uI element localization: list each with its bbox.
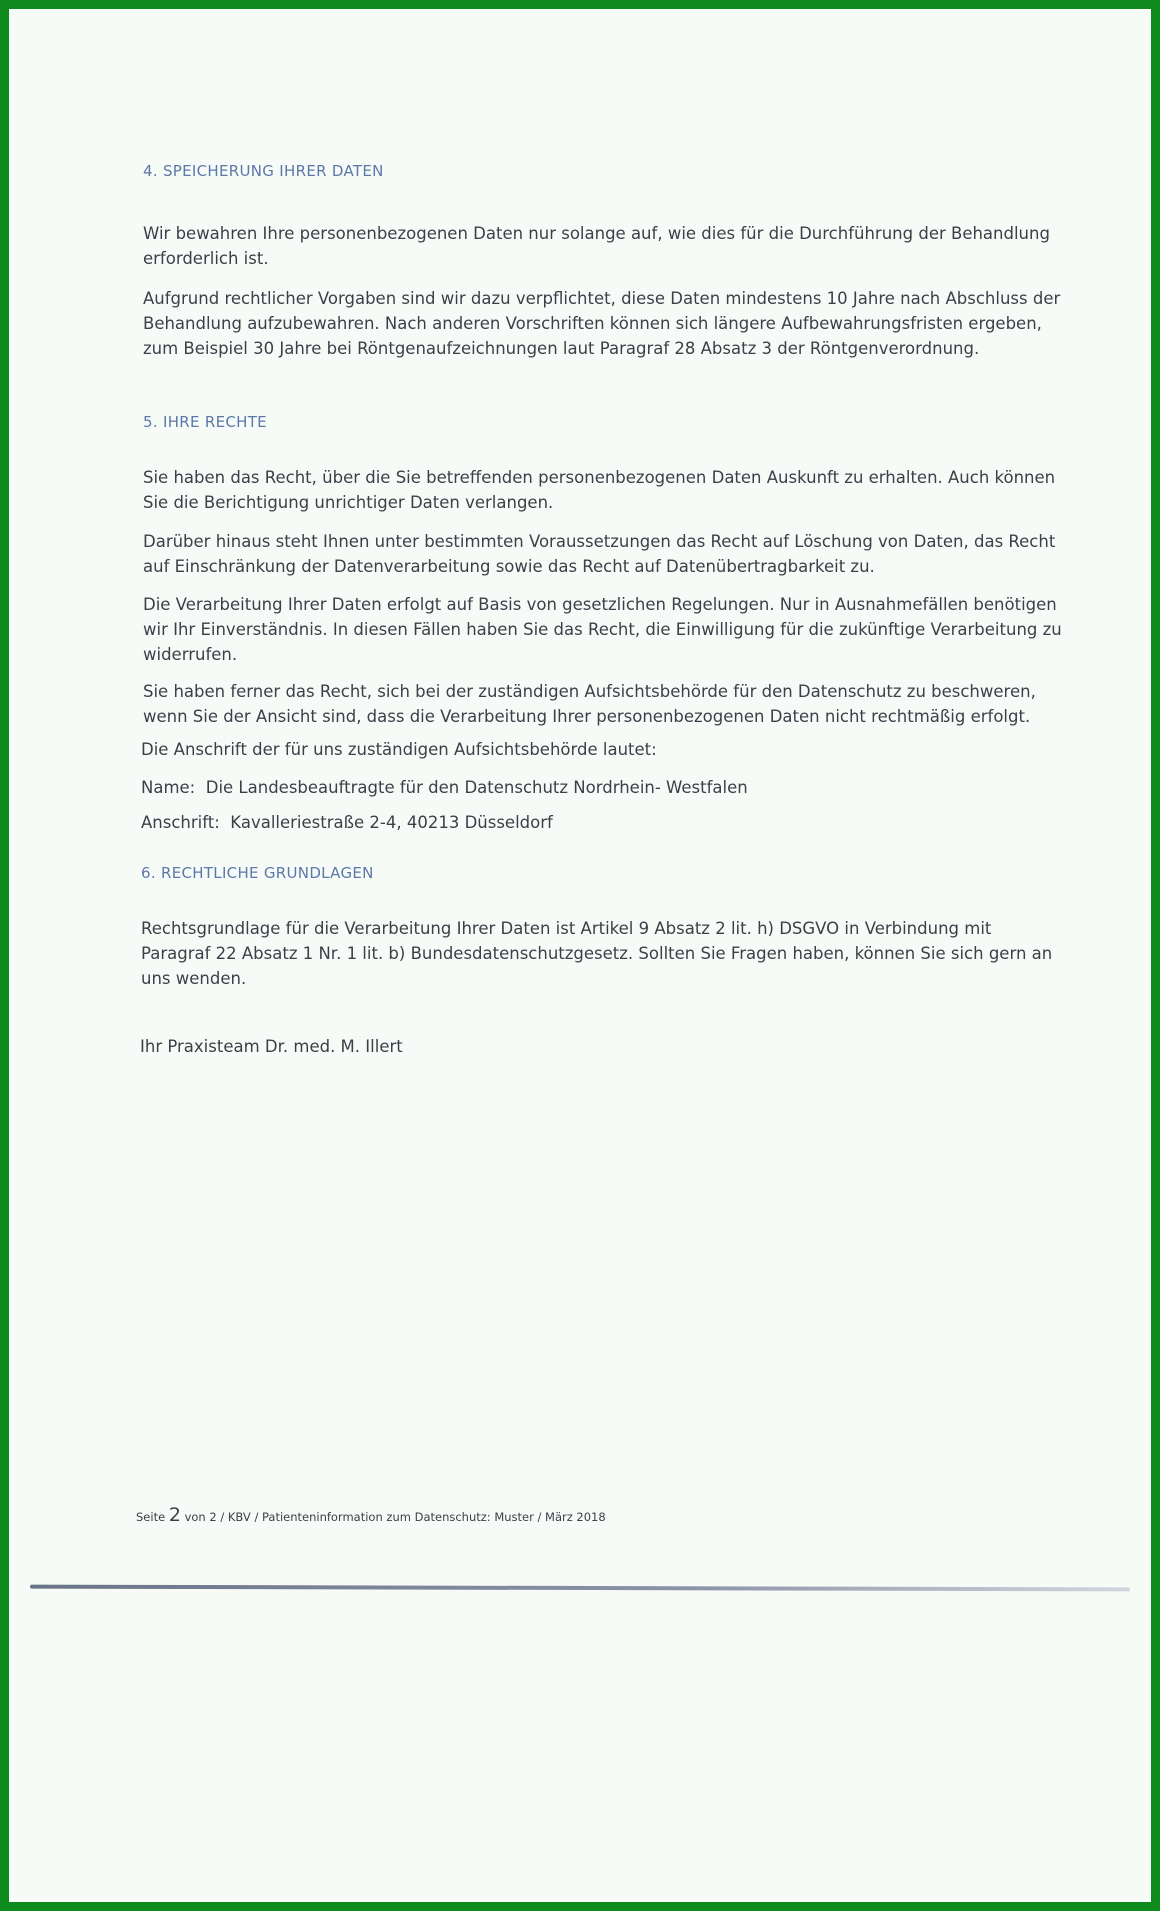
signature: Ihr Praxisteam Dr. med. M. Illert	[140, 1037, 403, 1056]
paragraph-rights-deletion: Darüber hinaus steht Ihnen unter bestimmten Voraussetzungen das Recht auf Löschung von Daten, das Recht auf Einschränkung der Datenverarbeitung sowie das Recht auf Datenübertragbarkeit zu.	[143, 532, 1056, 576]
footer-page-number: 2	[168, 1504, 181, 1526]
paper-edge-shadow	[30, 1585, 1130, 1592]
paragraph-authority-address-intro: Die Anschrift der für uns zuständigen Aufsichtsbehörde lautet:	[141, 740, 657, 759]
authority-name-row	[141, 778, 748, 797]
authority-name-label: Name:	[141, 778, 196, 797]
paragraph-rights-complaint: Sie haben ferner das Recht, sich bei der zuständigen Aufsichtsbehörde für den Datenschutz zu beschweren, wenn Sie der Ansicht sind, dass die Verarbeitung Ihrer personenbezogenen Daten nicht rechtmäßig erfolgt.	[143, 682, 1036, 726]
page-footer	[136, 1504, 606, 1526]
paragraph-storage-duration: Wir bewahren Ihre personenbezogenen Daten nur solange auf, wie dies für die Durchführung der Behandlung erforderlich ist.	[143, 224, 1050, 268]
authority-address-row	[141, 813, 553, 832]
footer-prefix: Seite	[136, 1510, 166, 1524]
footer-suffix: von 2 / KBV / Patienteninformation zum Datenschutz: Muster / März 2018	[184, 1510, 606, 1524]
paragraph-rights-info: Sie haben das Recht, über die Sie betreffenden personenbezogenen Daten Auskunft zu erhalten. Auch können Sie die Berichtigung unrichtiger Daten verlangen.	[143, 468, 1056, 512]
paragraph-legal-basis: Rechtsgrundlage für die Verarbeitung Ihrer Daten ist Artikel 9 Absatz 2 lit. h) DSGVO in Verbindung mit Paragraf 22 Absatz 1 Nr. 1 lit. b) Bundesdatenschutzgesetz. Sollten Sie Fragen haben, können Sie sich gern an uns wenden.	[141, 919, 1053, 988]
section-heading-storage: 4. SPEICHERUNG IHRER DATEN	[143, 162, 384, 180]
paragraph-rights-consent: Die Verarbeitung Ihrer Daten erfolgt auf Basis von gesetzlichen Regelungen. Nur in Ausnahmefällen benötigen wir Ihr Einverständnis. In diesen Fällen haben Sie das Recht, die Einwilligung für die zukünftige Verarbeitung zu widerrufen.	[143, 595, 1062, 664]
authority-address-value: Kavalleriestraße 2-4, 40213 Düsseldorf	[230, 813, 553, 832]
authority-address-label: Anschrift:	[141, 813, 220, 832]
authority-name-value: Die Landesbeauftragte für den Datenschutz Nordrhein- Westfalen	[205, 778, 748, 797]
section-heading-legal-basis: 6. RECHTLICHE GRUNDLAGEN	[141, 864, 374, 882]
section-heading-rights: 5. IHRE RECHTE	[143, 413, 267, 431]
paragraph-storage-legal: Aufgrund rechtlicher Vorgaben sind wir dazu verpflichtet, diese Daten mindestens 10 Jahre nach Abschluss der Behandlung aufzubewahren. Nach anderen Vorschriften können sich längere Aufbewahrungsfristen ergeben, zum Beispiel 30 Jahre bei Röntgenaufzeichnungen laut Paragraf 28 Absatz 3 der Röntgenverordnung.	[143, 289, 1061, 358]
